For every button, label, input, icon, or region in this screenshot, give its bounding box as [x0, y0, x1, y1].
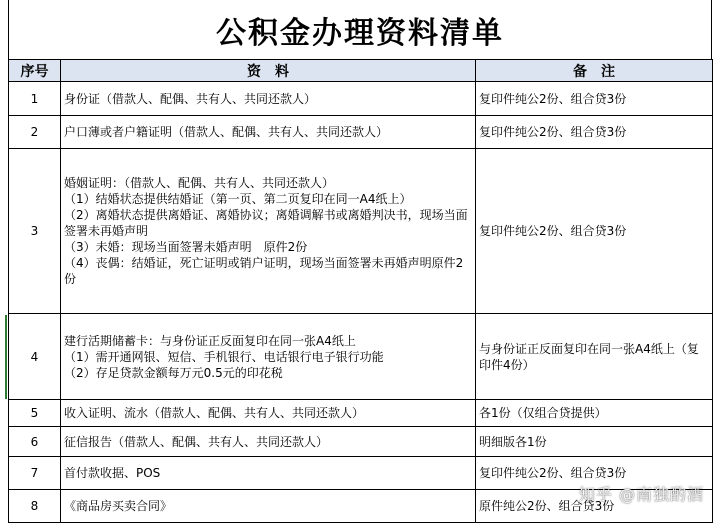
cell-materials[interactable]: [61, 82, 476, 116]
material-line: 婚姻证明：（借款人、配偶、共有人、共同还款人）: [64, 176, 335, 190]
table-row: [9, 400, 713, 427]
cell-materials[interactable]: [61, 427, 476, 457]
cell-notes[interactable]: 复印件纯公2份、组合贷3份: [476, 116, 713, 149]
cell-no[interactable]: 7: [9, 457, 61, 490]
page-title: 公积金办理资料清单: [8, 0, 712, 60]
cell-notes[interactable]: 复印件纯公2份、组合贷3份: [476, 457, 713, 490]
cell-no[interactable]: 8: [9, 490, 61, 523]
table-row: [9, 82, 713, 116]
cell-notes[interactable]: 与身份证正反面复印在同一张A4纸上（复印件4份）: [476, 314, 713, 400]
header-row: [9, 60, 713, 82]
cell-notes[interactable]: 明细版各1份: [476, 427, 713, 457]
material-line: 首付款收据、POS: [64, 466, 161, 480]
cell-no[interactable]: 3: [9, 149, 61, 314]
table-row: [9, 116, 713, 149]
material-line: （1）结婚状态提供结婚证（第一页、第二页复印在同一A4纸上）: [64, 192, 412, 206]
cell-no[interactable]: 6: [9, 427, 61, 457]
cell-materials[interactable]: [61, 116, 476, 149]
cell-no[interactable]: 5: [9, 400, 61, 427]
cell-notes[interactable]: 复印件纯公2份、组合贷3份: [476, 82, 713, 116]
cell-no[interactable]: 2: [9, 116, 61, 149]
material-line: 征信报告（借款人、配偶、共有人、共同还款人）: [64, 434, 329, 449]
cell-materials[interactable]: [61, 314, 476, 400]
header-no[interactable]: 序号: [9, 60, 61, 82]
watermark: 知乎 @南独酌酒: [578, 485, 704, 504]
material-line: （1）需开通网银、短信、手机银行、电话银行电子银行功能: [64, 349, 384, 364]
table-row: [9, 314, 713, 400]
material-line: 收入证明、流水（借款人、配偶、共有人、共同还款人）: [64, 406, 365, 420]
cell-materials[interactable]: [61, 490, 476, 523]
cell-materials[interactable]: [61, 400, 476, 427]
material-line: 《商品房买卖合同》: [64, 499, 173, 513]
table-row: [9, 149, 713, 314]
material-line: （3）未婚：现场当面签署未婚声明 原件2份: [64, 240, 308, 254]
cell-materials[interactable]: [61, 149, 476, 314]
table-row: [9, 427, 713, 457]
material-line: （4）丧偶：结婚证，死亡证明或销户证明，现场当面签署未再婚声明原件2份: [64, 256, 464, 286]
cell-no[interactable]: 4: [9, 314, 61, 400]
material-line: （2）离婚状态提供离婚证、离婚协议；离婚调解书或离婚判决书，现场当面签署未再婚声明: [64, 208, 468, 238]
cell-materials[interactable]: [61, 457, 476, 490]
header-notes[interactable]: 备 注: [476, 60, 713, 82]
materials-table: [8, 59, 713, 523]
cell-notes[interactable]: 复印件纯公2份、组合贷3份: [476, 149, 713, 314]
header-materials[interactable]: 资 料: [61, 60, 476, 82]
cell-notes[interactable]: 原件纯公2份、组合贷3份: [476, 490, 713, 523]
material-line: 建行活期储蓄卡：与身份证正反面复印在同一张A4纸上: [64, 333, 356, 348]
cell-no[interactable]: 1: [9, 82, 61, 116]
material-line: 身份证（借款人、配偶、共有人、共同还款人）: [64, 91, 317, 106]
row-selection-marker: [5, 315, 7, 399]
cell-notes[interactable]: 各1份（仅组合贷提供）: [476, 400, 713, 427]
material-line: 户口薄或者户籍证明（借款人、配偶、共有人、共同还款人）: [64, 125, 389, 139]
material-line: （2）存足贷款金额每万元0.5元的印花税: [64, 365, 283, 380]
